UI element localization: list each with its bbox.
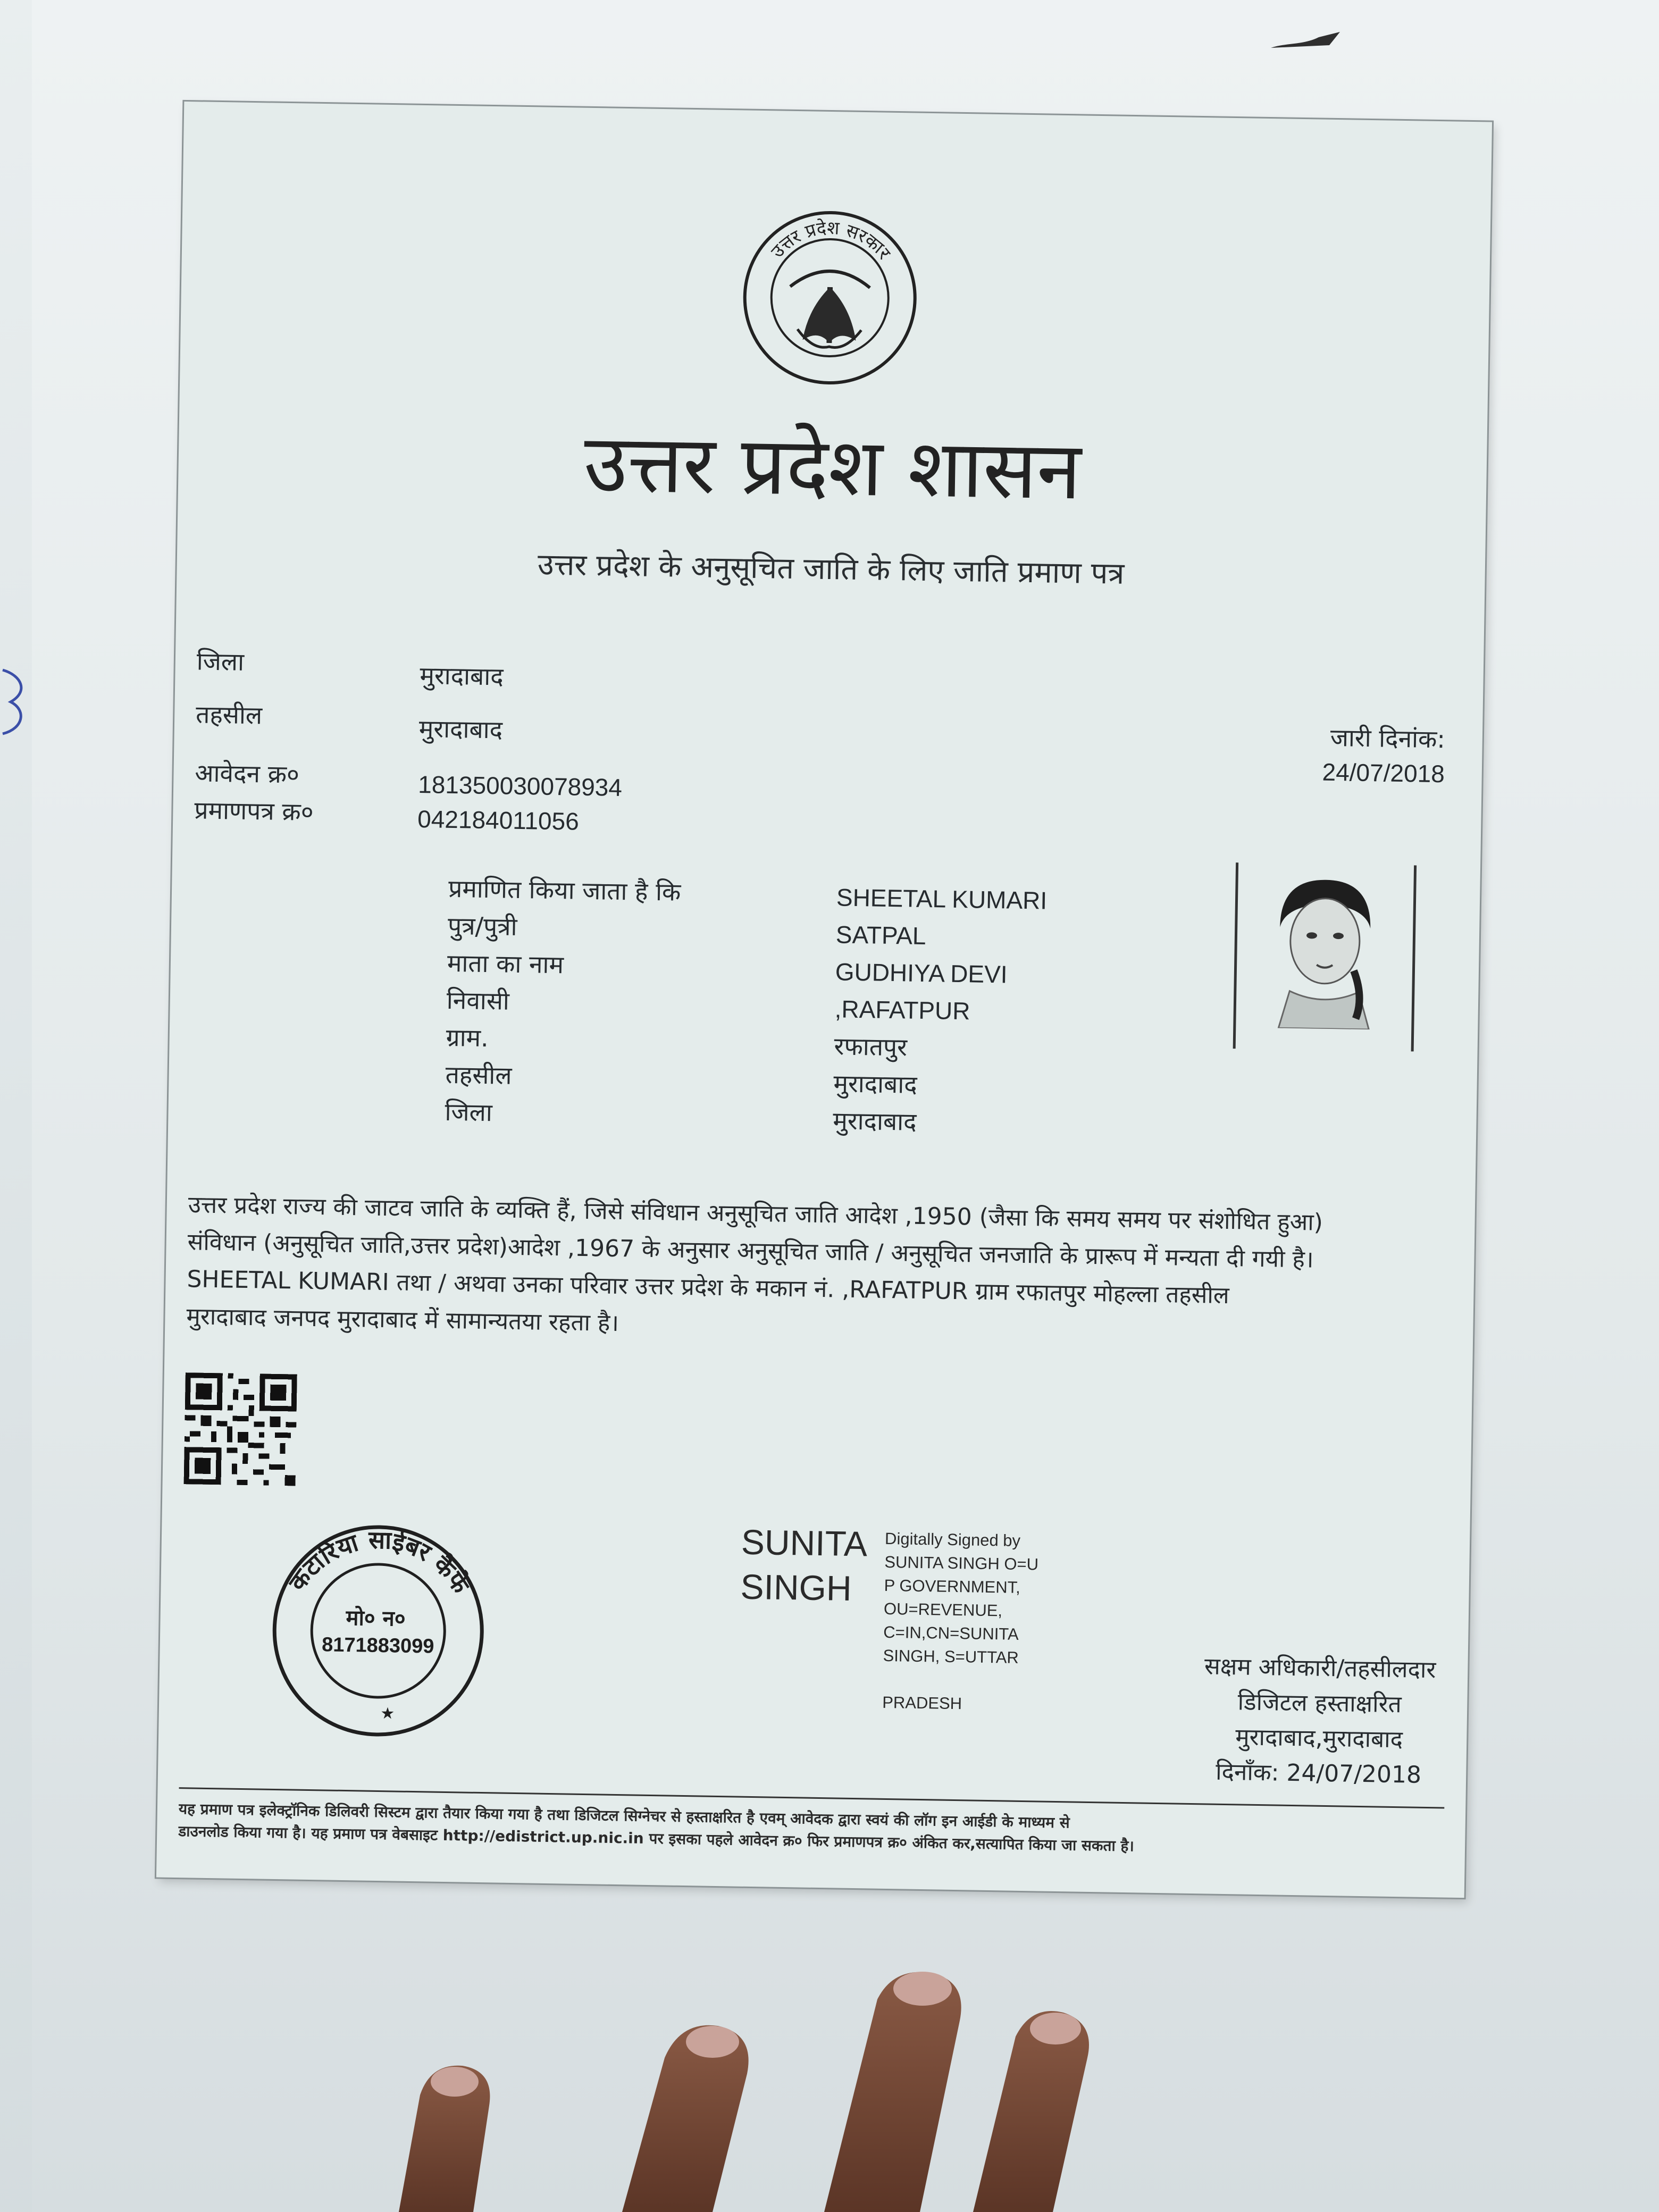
signature-detail-line bbox=[883, 1668, 1037, 1694]
mother-name-label: माता का नाम bbox=[447, 948, 564, 979]
officer-date: दिनाँक: 24/07/2018 bbox=[1215, 1758, 1422, 1789]
pen-mark bbox=[1266, 21, 1351, 64]
emblem-arc-text: उत्तर प्रदेश सरकार bbox=[767, 217, 895, 264]
qr-code bbox=[184, 1372, 297, 1486]
footer-line: डाउनलोड किया गया है। यह प्रमाण पत्र वेबसाइट http://edistrict.up.nic.in पर इसका पहले आवेदन क्र० फिर प्रमाणपत्र क्र० अंकित कर,सत्यापित किया जा सकता है। bbox=[178, 1822, 1135, 1855]
hand-fingers bbox=[346, 1936, 1250, 2212]
village-label: ग्राम. bbox=[446, 1023, 489, 1053]
certificate-number-value: 042184011056 bbox=[417, 805, 580, 835]
body-line: SHEETAL KUMARI तथा / अथवा उनका परिवार उत्तर प्रदेश के मकान नं. ,RAFATPUR ग्राम रफातपुर मोहल्ला तहसील bbox=[187, 1266, 1230, 1310]
stamp-arc-text: कटारिया साईबर कैफे bbox=[282, 1525, 475, 1598]
holder-tehsil-label: तहसील bbox=[445, 1060, 512, 1090]
signer-name-line: SINGH bbox=[740, 1566, 852, 1608]
up-government-emblem bbox=[738, 206, 921, 389]
signature-detail-line: C=IN,CN=SUNITA bbox=[883, 1622, 1019, 1644]
application-number-label: आवेदन क्र० bbox=[195, 758, 300, 789]
district-label: जिला bbox=[196, 647, 245, 676]
svg-text:कटारिया साईबर कैफे bbox=[282, 1524, 476, 1599]
signer-name bbox=[740, 1520, 868, 1611]
issue-date-label: जारी दिनांक: bbox=[1330, 723, 1446, 754]
signature-detail-line: SUNITA SINGH O=U bbox=[884, 1552, 1039, 1574]
signature-detail-line: OU=REVENUE, bbox=[883, 1599, 1003, 1620]
ink-mark bbox=[0, 659, 37, 744]
footer-line: यह प्रमाण पत्र इलेक्ट्रॉनिक डिलिवरी सिस्टम द्वारा तैयार किया गया है तथा डिजिटल सिग्नेचर से हस्ताक्षरित है एवम् आवेदक द्वारा स्वयं की लॉग इन आईडी के माध्यम से bbox=[178, 1800, 1070, 1832]
father-name-value: SATPAL bbox=[835, 920, 926, 950]
certificate-page bbox=[156, 102, 1492, 1898]
svg-text:★: ★ bbox=[380, 1704, 395, 1723]
signature-detail-line: Digitally Signed by bbox=[884, 1529, 1021, 1550]
digital-signature-details bbox=[882, 1527, 1039, 1717]
resident-label: निवासी bbox=[446, 985, 510, 1016]
cafe-stamp bbox=[265, 1518, 492, 1745]
certified-label: प्रमाणित किया जाता है कि bbox=[448, 874, 681, 907]
footer-note bbox=[178, 1798, 1444, 1862]
village-value: रफातपुर bbox=[834, 1032, 908, 1061]
certificate-body bbox=[186, 1186, 1454, 1355]
district-value: मुरादाबाद bbox=[420, 661, 504, 691]
body-line: उत्तर प्रदेश राज्य की जाटव जाति के व्यक्ति हैं, जिसे संविधान अनुसूचित जाति आदेश ,1950 (जैसा कि समय समय पर संशोधित हुआ) bbox=[188, 1191, 1323, 1236]
son-daughter-of-label: पुत्र/पुत्री bbox=[447, 911, 517, 941]
issuing-officer-block bbox=[1203, 1649, 1436, 1793]
stamp-phone-number: 8171883099 bbox=[321, 1633, 434, 1658]
certificate-number-label: प्रमाणपत्र क्र० bbox=[194, 795, 314, 826]
photo-frame bbox=[1233, 862, 1417, 1051]
signature-detail-line: PRADESH bbox=[882, 1692, 962, 1713]
page-title: उत्तर प्रदेश शासन bbox=[583, 417, 1082, 518]
holder-tehsil-value: मुरादाबाद bbox=[833, 1069, 918, 1099]
stamp-phone-label: मो० न० bbox=[346, 1606, 406, 1631]
tehsil-label: तहसील bbox=[195, 700, 263, 730]
resident-value: ,RAFATPUR bbox=[834, 995, 970, 1025]
signature-detail-line: SINGH, S=UTTAR bbox=[883, 1646, 1019, 1667]
holder-district-label: जिला bbox=[445, 1097, 493, 1127]
application-number-value: 181350030078934 bbox=[417, 770, 623, 801]
body-line: मुरादाबाद जनपद मुरादाबाद में सामान्यतया रहता है। bbox=[186, 1303, 619, 1337]
issue-date-value: 24/07/2018 bbox=[1322, 758, 1445, 788]
certificate-subtitle: उत्तर प्रदेश के अनुसूचित जाति के लिए जाति प्रमाण पत्र bbox=[537, 547, 1125, 591]
officer-designation: सक्षम अधिकारी/तहसीलदार bbox=[1204, 1653, 1436, 1684]
tehsil-value: मुरादाबाद bbox=[418, 714, 503, 744]
officer-signature-note: डिजिटल हस्ताक्षरित bbox=[1237, 1688, 1402, 1719]
holder-district-value: मुरादाबाद bbox=[833, 1107, 917, 1136]
body-line: संविधान (अनुसूचित जाति,उत्तर प्रदेश)आदेश ,1967 के अनुसार अनुसूचित जाति / अनुसूचित जनजाति के प्रारूप में मन्यता दी गयी है। bbox=[187, 1228, 1314, 1273]
officer-location: मुरादाबाद,मुरादाबाद bbox=[1235, 1723, 1403, 1754]
signature-detail-line: P GOVERNMENT, bbox=[884, 1576, 1021, 1597]
signer-name-line: SUNITA bbox=[741, 1522, 868, 1564]
applicant-photo bbox=[1257, 868, 1393, 1030]
holder-name-value: SHEETAL KUMARI bbox=[836, 883, 1048, 915]
mother-name-value: GUDHIYA DEVI bbox=[835, 958, 1008, 988]
